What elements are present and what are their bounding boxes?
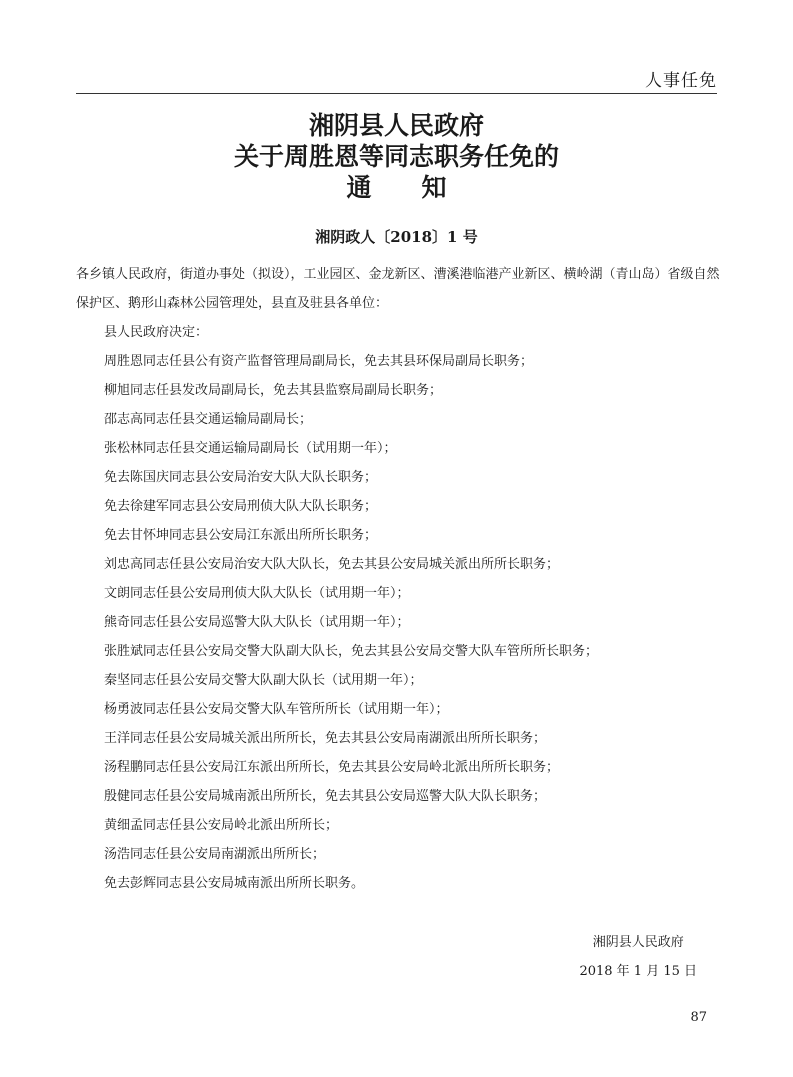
section-label: 人事任免 xyxy=(645,71,717,91)
title-line-1: 湘阴县人民政府 xyxy=(308,111,484,140)
list-item: 杨勇波同志任县公安局交警大队车管所所长（试用期一年）； xyxy=(104,702,449,717)
list-item: 张胜斌同志任县公安局交警大队副大队长，免去其县公安局交警大队车管所所长职务； xyxy=(104,644,599,659)
list-item: 周胜恩同志任县公有资产监督管理局副局长，免去其县环保局副局长职务； xyxy=(104,354,534,369)
list-item: 文朗同志任县公安局刑侦大队大队长（试用期一年）； xyxy=(104,586,410,601)
list-item: 熊奇同志任县公安局巡警大队大队长（试用期一年）； xyxy=(104,615,410,630)
list-item: 免去彭辉同志县公安局城南派出所所长职务。 xyxy=(104,876,365,891)
document-body xyxy=(76,260,725,898)
list-item: 秦坚同志任县公安局交警大队副大队长（试用期一年）； xyxy=(104,673,423,688)
list-item: 汤程鹏同志任县公安局江东派出所所长，免去其县公安局岭北派出所所长职务； xyxy=(104,760,560,775)
addressee: 各乡镇人民政府，街道办事处（拟设），工业园区、金龙新区、漕溪港临港产业新区、横岭湖（青山岛）省级自然保护区、鹅形山森林公园管理处，县直及驻县各单位： xyxy=(76,267,720,311)
signature-block xyxy=(579,928,697,986)
list-item: 汤浩同志任县公安局南湖派出所所长； xyxy=(104,847,326,862)
list-item: 免去徐建军同志县公安局刑侦大队大队长职务； xyxy=(104,499,378,514)
decision-intro: 县人民政府决定： xyxy=(104,325,209,340)
list-item: 殷健同志任县公安局城南派出所所长，免去其县公安局巡警大队大队长职务； xyxy=(104,789,547,804)
list-item: 免去甘怀坤同志县公安局江东派出所所长职务； xyxy=(104,528,378,543)
list-item: 刘忠高同志任县公安局治安大队大队长，免去其县公安局城关派出所所长职务； xyxy=(104,557,560,572)
list-item: 张松林同志任县交通运输局副局长（试用期一年）； xyxy=(104,441,397,456)
appointment-list xyxy=(76,347,725,898)
header-divider xyxy=(76,93,717,94)
list-item: 王洋同志任县公安局城关派出所所长，免去其县公安局南湖派出所所长职务； xyxy=(104,731,547,746)
list-item: 邵志高同志任县交通运输局副局长； xyxy=(104,412,313,427)
list-item: 免去陈国庆同志县公安局治安大队大队长职务； xyxy=(104,470,378,485)
page-number: 87 xyxy=(690,1010,707,1025)
list-item: 黄细孟同志任县公安局岭北派出所所长； xyxy=(104,818,339,833)
list-item: 柳旭同志任县发改局副局长，免去其县监察局副局长职务； xyxy=(104,383,443,398)
issuer-name: 湘阴县人民政府 xyxy=(592,935,684,950)
title-line-3: 通 知 xyxy=(346,173,447,202)
document-number: 湘阴政人〔2018〕1 号 xyxy=(315,228,478,246)
document-title xyxy=(76,110,717,203)
issue-date: 2018 年 1 月 15 日 xyxy=(579,964,697,979)
title-line-2: 关于周胜恩等同志职务任免的 xyxy=(233,142,559,171)
